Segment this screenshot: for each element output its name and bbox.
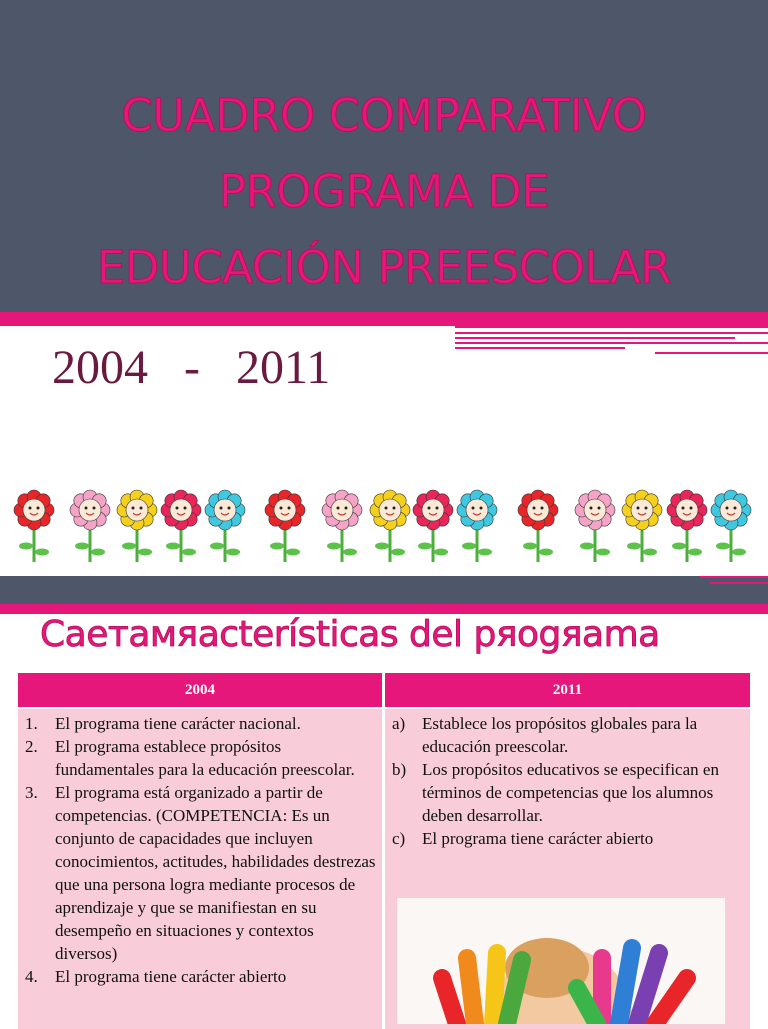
flower-icon	[265, 490, 305, 562]
slide-header-bar	[0, 576, 768, 604]
page-title	[0, 78, 768, 306]
painted-hands-photo	[397, 898, 725, 1024]
flower-row	[0, 478, 768, 570]
column-header-2011: 2011	[385, 673, 750, 707]
decorative-stripes	[700, 576, 768, 616]
flower-icon	[518, 490, 558, 562]
pink-divider	[0, 312, 768, 326]
flower-icon	[70, 490, 110, 562]
decorative-stripes	[455, 326, 768, 356]
title-line: PROGRAMA DE	[218, 165, 550, 218]
list-item: 3. El programa está organizado a partir de competencias. (COMPETENCIA: Es un conjunto de capacidades que incluyen conocimientos, actitudes, habilidades destrezas que una persona logra mediante procesos de aprendizaje y que se manifiestan en su desempeño en situaciones y contextos diversos)	[25, 783, 376, 963]
title-line: EDUCACIÓN PREESCOLAR	[96, 241, 672, 294]
flower-icon	[413, 490, 453, 562]
flower-icon	[14, 490, 54, 562]
list-item: a) Establece los propósitos globales para la educación preescolar.	[392, 714, 698, 756]
flower-icon	[711, 490, 751, 562]
flower-icon	[117, 490, 157, 562]
list-2004	[18, 709, 382, 988]
pink-divider	[0, 604, 768, 614]
flower-icon	[457, 490, 497, 562]
flower-icon	[575, 490, 615, 562]
cell-2004	[18, 709, 382, 1029]
list-item: 4. El programa tiene carácter abierto	[25, 967, 287, 986]
year-range: 2004 - 2011	[52, 341, 331, 394]
flower-icon	[205, 490, 245, 562]
flower-icon	[322, 490, 362, 562]
flower-icon	[161, 490, 201, 562]
column-header-2004: 2004	[18, 673, 382, 707]
list-item: b) Los propósitos educativos se especifican en términos de competencias que los alumnos deben desarrollar.	[392, 760, 719, 825]
flower-icon	[370, 490, 410, 562]
flower-icon	[622, 490, 662, 562]
flower-icon	[667, 490, 707, 562]
list-item: c) El programa tiene carácter abierto	[392, 829, 654, 848]
list-item: 2. El programa establece propósitos fundamentales para la educación preescolar.	[25, 737, 355, 779]
list-item: 1. El programa tiene carácter nacional.	[25, 714, 301, 733]
list-2011	[385, 709, 750, 850]
section-heading: Caетамяаcterísticas del pяogяama	[40, 614, 660, 655]
title-line: CUADRO COMPARATIVO	[121, 89, 647, 142]
